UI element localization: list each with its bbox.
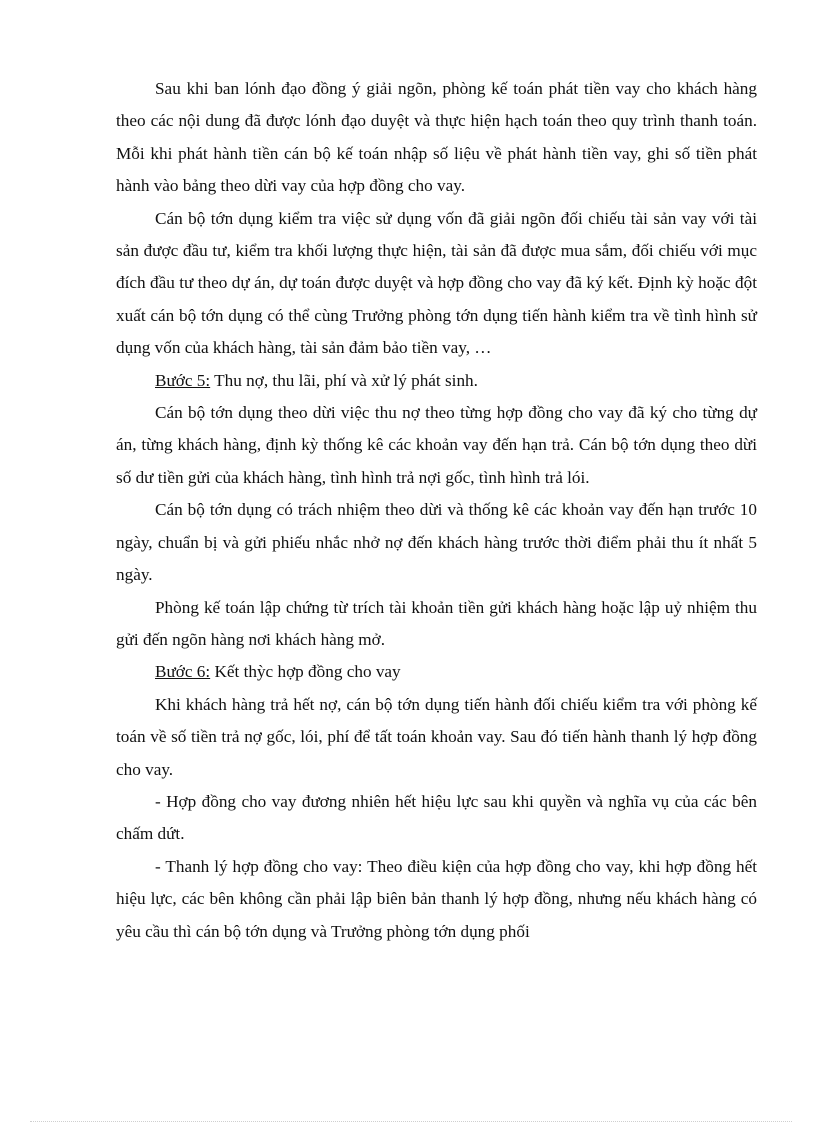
paragraph-contract-liquidation: - Thanh lý hợp đồng cho vay: Theo điều kiện của hợp đồng cho vay, khi hợp đồng hết hiệu lực, các bên không cần phải lập biên bản thanh lý hợp đồng, nhưng nếu khách hàng có yêu cầu thì cán bộ tớn dụng và Trưởng phòng tớn dụng phối (116, 856, 757, 941)
paragraph-debt-tracking: Cán bộ tớn dụng theo dừi việc thu nợ theo từng hợp đồng cho vay đã ký cho từng dự án, từng khách hàng, định kỳ thống kê các khoản vay đến hạn trả. Cán bộ tớn dụng theo dừi số dư tiền gửi của khách hàng, tình hình trả nợi gốc, tình hình trả lói. (116, 403, 757, 487)
paragraph-contract-expiry: - Hợp đồng cho vay đương nhiên hết hiệu lực sau khi quyền và nghĩa vụ của các bên chấm dứt. (116, 791, 757, 844)
step-5-title: Thu nợ, thu lãi, phí và xử lý phát sinh. (210, 370, 478, 390)
step-6-heading (116, 656, 757, 688)
paragraph-loan-usage-check: Cán bộ tớn dụng kiểm tra việc sử dụng vốn đã giải ngõn đối chiếu tài sản vay với tài sản được đầu tư, kiểm tra khối lượng thực hiện, tài sản đã được mua sắm, đối chiếu với mục đích đầu tư theo dự án, dự toán được duyệt và hợp đồng cho vay đã ký kết. Định kỳ hoặc đột xuất cán bộ tớn dụng có thể cùng Trưởng phòng tớn dụng tiến hành kiểm tra về tình hình sử dụng vốn của khách hàng, tài sản đảm bảo tiền vay, … (116, 208, 757, 358)
page-bottom-divider (30, 1121, 792, 1122)
paragraph-accounting-vouchers: Phòng kế toán lập chứng từ trích tài khoản tiền gửi khách hàng hoặc lập uỷ nhiệm thu gửi đến ngõn hàng nơi khách hàng mở. (116, 597, 757, 649)
paragraph-due-reminder: Cán bộ tớn dụng có trách nhiệm theo dừi và thống kê các khoản vay đến hạn trước 10 ngày, chuẩn bị và gửi phiếu nhắc nhở nợ đến khách hàng trước thời điểm phải thu ít nhất 5 ngày. (116, 500, 757, 585)
step-5-heading (116, 365, 757, 397)
paragraph-disbursement: Sau khi ban lónh đạo đồng ý giải ngõn, phòng kế toán phát tiền vay cho khách hàng theo các nội dung đã được lónh đạo duyệt và thực hiện hạch toán theo quy trình thanh toán. Mỗi khi phát hành tiền cán bộ kế toán nhập số liệu về phát hành tiền vay, ghi số tiền phát hành vào bảng theo dừi vay của hợp đồng cho vay. (116, 79, 757, 196)
step-6-label: Bước 6: (155, 662, 211, 682)
step-6-title: Kết thỳc hợp đồng cho vay (210, 662, 401, 682)
document-page (116, 73, 757, 948)
step-5-label: Bước 5: (155, 370, 211, 390)
paragraph-loan-settlement: Khi khách hàng trả hết nợ, cán bộ tớn dụng tiến hành đối chiếu kiểm tra với phòng kế toán về số tiền trả nợ gốc, lói, phí để tất toán khoản vay. Sau đó tiến hành thanh lý hợp đồng cho vay. (116, 694, 757, 779)
